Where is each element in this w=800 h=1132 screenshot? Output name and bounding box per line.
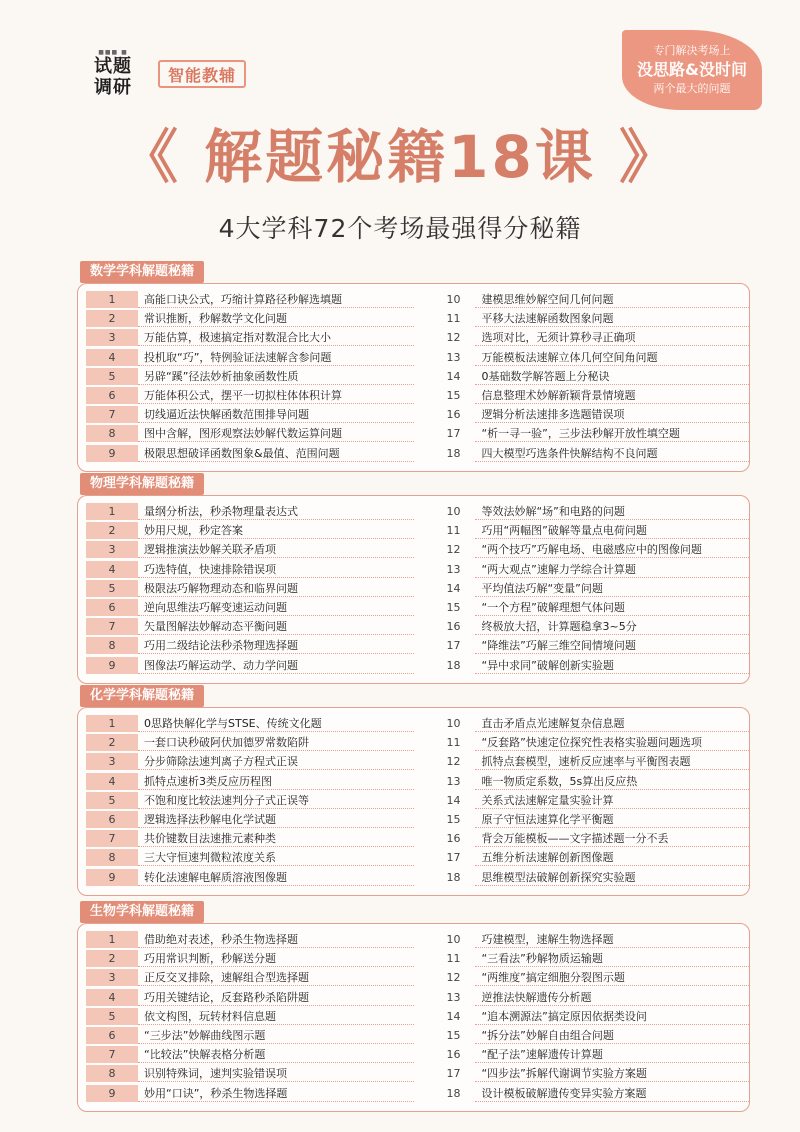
lesson-title: 共价键数目法速推元素种类 [138, 830, 414, 847]
lesson-row [86, 328, 414, 347]
lesson-title: 另辟“蹊”径法妙析抽象函数性质 [138, 368, 414, 385]
lesson-title: 极限思想破译函数图象&最值、范围问题 [138, 445, 414, 462]
lesson-list-box [77, 283, 750, 472]
lesson-number: 16 [446, 832, 461, 846]
lesson-number: 18 [446, 870, 461, 884]
lesson-number: 13 [446, 990, 461, 1004]
lesson-row [86, 386, 414, 405]
lesson-title: 图像法巧解运动学、动力学问题 [138, 657, 414, 674]
lesson-row [86, 367, 414, 386]
lesson-title: 0基础数学解答题上分秘诀 [475, 368, 749, 385]
lesson-title: 唯一物质定系数，5s算出反应热 [475, 773, 749, 790]
lesson-row [86, 309, 414, 328]
lesson-number: 8 [86, 425, 138, 442]
lesson-column-right [430, 290, 749, 463]
lesson-number: 5 [86, 580, 138, 597]
lesson-number: 17 [446, 427, 461, 441]
lesson-number: 6 [86, 811, 138, 828]
lesson-title: “降维法”巧解三维空间情境问题 [475, 637, 749, 654]
lesson-row [86, 829, 414, 848]
lesson-row [430, 636, 749, 655]
lesson-title: 抓特点套模型，速析反应速率与平衡图表题 [475, 753, 749, 770]
lesson-title: 背会万能模板——文字描述题一分不丢 [475, 830, 749, 847]
lesson-number: 10 [446, 933, 461, 946]
lesson-number: 8 [86, 849, 138, 866]
lesson-number: 6 [86, 599, 138, 616]
lesson-title: 常识推断，秒解数学文化问题 [138, 310, 414, 327]
lesson-number: 9 [86, 445, 138, 462]
lesson-title: 三大守恒速判微粒浓度关系 [138, 849, 414, 866]
lesson-title: 关系式法速解定量实验计算 [475, 792, 749, 809]
lesson-row [430, 386, 749, 405]
lesson-number: 13 [446, 350, 461, 364]
lesson-number: 4 [86, 561, 138, 578]
lesson-number: 18 [446, 446, 461, 460]
lesson-number: 1 [86, 291, 138, 308]
lesson-row [430, 772, 749, 791]
lesson-title: 巧选特值，快速排除错误项 [138, 561, 414, 578]
lesson-row [430, 328, 749, 347]
lesson-number: 8 [86, 1065, 138, 1082]
lesson-number: 12 [446, 331, 461, 345]
lesson-row [430, 424, 749, 443]
lesson-number: 1 [86, 503, 138, 520]
lesson-row [86, 930, 414, 949]
promo-badge-line-2: 没思路&没时间 [637, 60, 747, 79]
lesson-title: “三步法”妙解曲线图示题 [138, 1027, 414, 1044]
lesson-number: 9 [86, 657, 138, 674]
lesson-title: 识别特殊词，速判实验错误项 [138, 1065, 414, 1082]
lesson-title: 思维模型法破解创新探究实验题 [475, 869, 749, 886]
lesson-title: 量纲分析法，秒杀物理量表达式 [138, 503, 414, 520]
lesson-number: 15 [446, 600, 461, 614]
lesson-row [86, 502, 414, 521]
lesson-row [86, 348, 414, 367]
lesson-column-left [86, 930, 414, 1103]
lesson-column-right [430, 930, 749, 1103]
lesson-row [86, 968, 414, 987]
lesson-title: 万能估算，极速搞定指对数混合比大小 [138, 329, 414, 346]
lesson-number: 1 [86, 715, 138, 732]
lesson-row [86, 772, 414, 791]
brand-tag: 智能教辅 [158, 60, 246, 88]
lesson-title: “异中求同”破解创新实验题 [475, 657, 749, 674]
lesson-row [430, 949, 749, 968]
lesson-number: 4 [86, 773, 138, 790]
lesson-number: 10 [446, 293, 461, 306]
lesson-number: 11 [446, 312, 461, 326]
lesson-number: 10 [446, 505, 461, 518]
lesson-column-right [430, 502, 749, 675]
lesson-row [430, 560, 749, 579]
lesson-title: “两大观点”速解力学综合计算题 [475, 561, 749, 578]
lesson-number: 14 [446, 793, 461, 807]
lesson-number: 14 [446, 581, 461, 595]
lesson-title: 万能体积公式，摆平一切拟柱体体积计算 [138, 387, 414, 404]
lesson-row [86, 598, 414, 617]
logo-dots: ■■■ ■ [98, 49, 128, 56]
lesson-title: 逆推法快解遗传分析题 [475, 989, 749, 1006]
subject-section [77, 260, 750, 472]
lesson-row [86, 617, 414, 636]
lesson-title: 四大模型巧选条件快解结构不良问题 [475, 445, 749, 462]
lesson-number: 11 [446, 736, 461, 750]
lesson-number: 17 [446, 639, 461, 653]
lesson-number: 12 [446, 755, 461, 769]
promo-badge [622, 30, 762, 110]
lesson-title: 一套口诀秒破阿伏加德罗常数陷阱 [138, 734, 414, 751]
lesson-row [430, 930, 749, 949]
lesson-title: 逻辑选择法秒解电化学试题 [138, 811, 414, 828]
lesson-number: 13 [446, 774, 461, 788]
lesson-number: 13 [446, 562, 461, 576]
lesson-title: 逆向思维法巧解变速运动问题 [138, 599, 414, 616]
lesson-title: “一个方程”破解理想气体问题 [475, 599, 749, 616]
lesson-row [430, 367, 749, 386]
lesson-title: “四步法”拆解代谢调节实验方案题 [475, 1065, 749, 1082]
lesson-row [86, 988, 414, 1007]
lesson-title: 切线逼近法快解函数范围排导问题 [138, 406, 414, 423]
lesson-row [86, 1084, 414, 1103]
section-label: 数学学科解题秘籍 [80, 261, 204, 283]
lesson-title: “析一寻一验”，三步法秒解开放性填空题 [475, 425, 749, 442]
lesson-title: 抓特点速析3类反应历程图 [138, 773, 414, 790]
subject-section [77, 472, 750, 684]
lesson-row [86, 579, 414, 598]
lesson-title: 逻辑分析法速排多选题错误项 [475, 406, 749, 423]
lesson-row [86, 290, 414, 309]
lesson-number: 17 [446, 851, 461, 865]
lesson-number: 3 [86, 541, 138, 558]
logo [82, 46, 144, 102]
lesson-number: 18 [446, 658, 461, 672]
lesson-row [430, 1026, 749, 1045]
lesson-row [86, 560, 414, 579]
lesson-row [86, 1064, 414, 1083]
lesson-title: 逻辑推演法妙解关联矛盾项 [138, 541, 414, 558]
lesson-number: 2 [86, 950, 138, 967]
promo-badge-line-1: 专门解决考场上 [653, 44, 731, 57]
lesson-title: 平移大法速解函数图象问题 [475, 310, 749, 327]
lesson-title: 万能模板法速解立体几何空间角问题 [475, 349, 749, 366]
lesson-title: 选项对比，无须计算秒寻正确项 [475, 329, 749, 346]
lesson-title: “比较法”快解表格分析题 [138, 1046, 414, 1063]
lesson-row [430, 540, 749, 559]
lesson-list-box [77, 923, 750, 1112]
page-title: 《 解题秘籍18课 》 [119, 123, 681, 191]
lesson-number: 6 [86, 1027, 138, 1044]
lesson-row [430, 791, 749, 810]
page-subtitle: 4大学科72个考场最强得分秘籍 [218, 214, 582, 243]
lesson-column-left [86, 290, 414, 463]
lesson-number: 8 [86, 637, 138, 654]
lesson-title: 图中含解，图形观察法妙解代数运算问题 [138, 425, 414, 442]
lesson-row [430, 714, 749, 733]
lesson-row [86, 810, 414, 829]
lesson-title: 正反交叉排除，速解组合型选择题 [138, 969, 414, 986]
lesson-row [430, 810, 749, 829]
logo-line-1: 试题 [94, 56, 132, 77]
lesson-number: 15 [446, 1028, 461, 1042]
lesson-row [430, 521, 749, 540]
lesson-row [430, 1084, 749, 1103]
lesson-row [86, 636, 414, 655]
section-label: 生物学科解题秘籍 [80, 901, 204, 923]
lesson-number: 1 [86, 931, 138, 948]
lesson-row [430, 444, 749, 463]
lesson-number: 11 [446, 952, 461, 966]
lesson-title: 平均值法巧解“变量”问题 [475, 580, 749, 597]
lesson-row [86, 656, 414, 675]
lesson-number: 10 [446, 717, 461, 730]
lesson-row [86, 733, 414, 752]
lesson-number: 15 [446, 812, 461, 826]
lesson-title: 矢量图解法妙解动态平衡问题 [138, 618, 414, 635]
lesson-number: 16 [446, 1048, 461, 1062]
lesson-number: 7 [86, 1046, 138, 1063]
lesson-title: 终极放大招，计算题稳拿3~5分 [475, 618, 749, 635]
lesson-number: 12 [446, 971, 461, 985]
lesson-row [430, 598, 749, 617]
lesson-row [430, 1045, 749, 1064]
lesson-row [86, 521, 414, 540]
lesson-row [430, 290, 749, 309]
lesson-number: 18 [446, 1086, 461, 1100]
lesson-number: 6 [86, 387, 138, 404]
lesson-title: 信息整理术妙解新颖背景情境题 [475, 387, 749, 404]
lesson-title: “追本溯源法”搞定原因依据类设问 [475, 1008, 749, 1025]
lesson-column-right [430, 714, 749, 887]
promo-badge-line-3: 两个最大的问题 [653, 82, 731, 95]
lesson-number: 17 [446, 1067, 461, 1081]
lesson-column-left [86, 502, 414, 675]
lesson-title: “反套路”快速定位探究性表格实验题问题选项 [475, 734, 749, 751]
lesson-title: 投机取“巧”，特例验证法速解含参问题 [138, 349, 414, 366]
lesson-title: “配子法”速解遗传计算题 [475, 1046, 749, 1063]
lesson-title: 五维分析法速解创新图像题 [475, 849, 749, 866]
logo-line-2: 调研 [94, 77, 132, 98]
lesson-row [430, 617, 749, 636]
lesson-number: 3 [86, 969, 138, 986]
lesson-row [430, 848, 749, 867]
lesson-number: 3 [86, 753, 138, 770]
lesson-list-box [77, 495, 750, 684]
lesson-row [430, 733, 749, 752]
lesson-number: 7 [86, 618, 138, 635]
lesson-title: 依文构图，玩转材料信息题 [138, 1008, 414, 1025]
lesson-row [430, 1064, 749, 1083]
lesson-row [430, 988, 749, 1007]
lesson-title: 借助绝对表述，秒杀生物选择题 [138, 931, 414, 948]
lesson-row [86, 444, 414, 463]
lesson-title: 巧用二级结论法秒杀物理选择题 [138, 637, 414, 654]
lesson-title: 建模思维妙解空间几何问题 [475, 291, 749, 308]
lesson-number: 16 [446, 620, 461, 634]
lesson-number: 11 [446, 524, 461, 538]
lesson-row [430, 309, 749, 328]
lesson-title: 巧建模型，速解生物选择题 [475, 931, 749, 948]
lesson-title: 不饱和度比较法速判分子式正误等 [138, 792, 414, 809]
subject-section [77, 900, 750, 1112]
lesson-number: 9 [86, 1085, 138, 1102]
lesson-row [86, 949, 414, 968]
lesson-title: 原子守恒法速算化学平衡题 [475, 811, 749, 828]
lesson-number: 5 [86, 792, 138, 809]
lesson-row [86, 1045, 414, 1064]
lesson-number: 7 [86, 406, 138, 423]
lesson-number: 5 [86, 1008, 138, 1025]
lesson-number: 3 [86, 329, 138, 346]
lesson-number: 2 [86, 310, 138, 327]
lesson-row [86, 1026, 414, 1045]
lesson-title: “两维度”搞定细胞分裂图示题 [475, 969, 749, 986]
lesson-number: 14 [446, 1009, 461, 1023]
lesson-row [430, 968, 749, 987]
lesson-number: 9 [86, 869, 138, 886]
lesson-row [430, 579, 749, 598]
lesson-row [430, 868, 749, 887]
lesson-number: 2 [86, 522, 138, 539]
lesson-row [86, 540, 414, 559]
lesson-row [86, 424, 414, 443]
lesson-number: 2 [86, 734, 138, 751]
lesson-title: “两个技巧”巧解电场、电磁感应中的图像问题 [475, 541, 749, 558]
lesson-title: 转化法速解电解质溶液图像题 [138, 869, 414, 886]
lesson-title: “三看法”秒解物质运输题 [475, 950, 749, 967]
lesson-number: 4 [86, 349, 138, 366]
lesson-row [430, 405, 749, 424]
lesson-number: 12 [446, 543, 461, 557]
lesson-title: 极限法巧解物理动态和临界问题 [138, 580, 414, 597]
lesson-number: 4 [86, 989, 138, 1006]
lesson-number: 5 [86, 368, 138, 385]
lesson-row [430, 348, 749, 367]
lesson-column-left [86, 714, 414, 887]
lesson-row [86, 1007, 414, 1026]
lesson-row [430, 752, 749, 771]
lesson-title: 高能口诀公式，巧缩计算路径秒解选填题 [138, 291, 414, 308]
lesson-title: 直击矛盾点光速解复杂信息题 [475, 715, 749, 732]
lesson-row [86, 848, 414, 867]
lesson-row [430, 502, 749, 521]
lesson-title: 分步筛除法速判离子方程式正误 [138, 753, 414, 770]
lesson-title: “拆分法”妙解自由组合问题 [475, 1027, 749, 1044]
lesson-title: 等效法妙解“场”和电路的问题 [475, 503, 749, 520]
lesson-row [86, 752, 414, 771]
lesson-title: 妙用尺规，秒定答案 [138, 522, 414, 539]
lesson-row [86, 791, 414, 810]
lesson-title: 巧用常识判断，秒解送分题 [138, 950, 414, 967]
lesson-row [430, 1007, 749, 1026]
lesson-number: 15 [446, 388, 461, 402]
lesson-number: 7 [86, 830, 138, 847]
lesson-number: 16 [446, 408, 461, 422]
lesson-title: 设计模板破解遗传变异实验方案题 [475, 1085, 749, 1102]
lesson-row [86, 868, 414, 887]
lesson-number: 14 [446, 369, 461, 383]
lesson-title: 巧用“两幅图”破解等量点电荷问题 [475, 522, 749, 539]
lesson-title: 巧用关键结论，反套路秒杀陷阱题 [138, 989, 414, 1006]
lesson-title: 妙用“口诀”，秒杀生物选择题 [138, 1085, 414, 1102]
lesson-list-box [77, 707, 750, 896]
lesson-row [430, 829, 749, 848]
lesson-row [86, 405, 414, 424]
lesson-title: 0思路快解化学与STSE、传统文化题 [138, 715, 414, 732]
lesson-row [430, 656, 749, 675]
lesson-row [86, 714, 414, 733]
subject-section [77, 684, 750, 896]
section-label: 化学学科解题秘籍 [80, 685, 204, 707]
section-label: 物理学科解题秘籍 [80, 473, 204, 495]
